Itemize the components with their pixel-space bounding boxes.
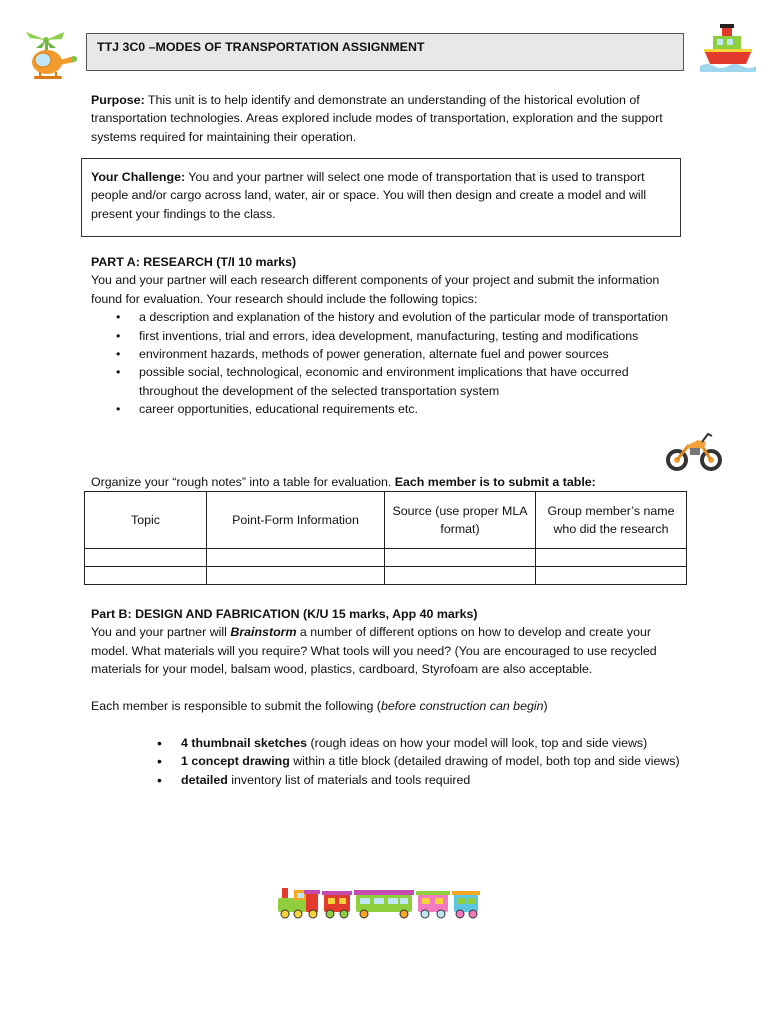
list-item: • a description and explanation of the history and evolution of the particular mode of transportation xyxy=(91,308,671,326)
bullet-icon: • xyxy=(116,328,121,343)
bullet-icon: • xyxy=(116,365,121,380)
part-b-heading: Part B: DESIGN AND FABRICATION (K/U 15 marks, App 40 marks) xyxy=(91,607,478,621)
table-row xyxy=(85,549,687,567)
bullet-icon: • xyxy=(116,310,121,325)
table-cell[interactable] xyxy=(385,549,536,567)
bullet-icon: • xyxy=(116,402,121,417)
bullet-icon: • xyxy=(157,735,162,751)
purpose-label: Purpose: xyxy=(91,93,145,107)
part-b-intro: You and your partner will Brainstorm a number of different options on how to develop and create your model. What materials will you require? What tools will you need? (You are encouraged to use recycled materials for your model, balsam wood, plastics, cardboard, Styrofoam are also acceptable. xyxy=(91,625,657,677)
table-header-cell: Topic xyxy=(85,492,207,549)
table-header-row xyxy=(85,492,687,549)
part-a-intro: You and your partner will each research different components of your project and submit the information found for evaluation. Your research should include the following topics: xyxy=(91,273,660,306)
table-cell[interactable] xyxy=(536,567,687,585)
list-item: • 1 concept drawing within a title block (detailed drawing of model, both top and side views) xyxy=(157,753,680,770)
table-cell[interactable] xyxy=(207,549,385,567)
train-icon xyxy=(276,884,482,920)
part-b-section xyxy=(91,605,671,715)
assignment-title: TTJ 3C0 –MODES OF TRANSPORTATION ASSIGNMENT xyxy=(97,40,425,54)
list-item: • possible social, technological, economic and environment implications that have occurred throughout the development of the selected transportation system xyxy=(116,365,629,398)
bullet-icon: • xyxy=(157,771,162,788)
list-item: • first inventions, trial and errors, idea development, manufacturing, testing and modifications xyxy=(91,327,671,345)
table-header-cell: Source (use proper MLA format) xyxy=(385,492,536,549)
organize-instruction: Organize your “rough notes” into a table for evaluation. Each member is to submit a table: xyxy=(91,475,596,489)
challenge-label: Your Challenge: xyxy=(91,170,186,184)
list-item: • 4 thumbnail sketches (rough ideas on how your model will look, top and side views) xyxy=(157,735,648,751)
assignment-title-box xyxy=(86,33,684,71)
purpose-text: This unit is to help identify and demonstrate an understanding of the historical evolution of transportation technologies. Areas explored include modes of transportation, exploration and the support systems required for maintaining their operation. xyxy=(91,93,663,144)
part-b-bullet-list xyxy=(91,734,681,789)
research-table xyxy=(84,491,687,585)
part-a-heading: PART A: RESEARCH (T/I 10 marks) xyxy=(91,255,297,269)
table-header-cell: Group member’s name who did the research xyxy=(536,492,687,549)
boat-icon xyxy=(700,22,756,74)
table-header-cell: Point-Form Information xyxy=(207,492,385,549)
table-cell[interactable] xyxy=(85,549,207,567)
spacer xyxy=(91,679,671,697)
table-row xyxy=(85,567,687,585)
bullet-icon: • xyxy=(116,347,121,362)
part-a-bullet-list xyxy=(91,308,671,418)
list-item: • career opportunities, educational requirements etc. xyxy=(91,400,671,418)
challenge-text: You and your partner will select one mode of transportation that is used to transport people and/or cargo across land, water, air or space. You will then design and create a model and will present your findings to the class. xyxy=(91,170,647,221)
purpose-paragraph xyxy=(91,91,671,146)
helicopter-icon xyxy=(20,30,78,82)
part-a-section xyxy=(91,253,671,419)
table-cell[interactable] xyxy=(536,549,687,567)
table-cell[interactable] xyxy=(207,567,385,585)
list-item: • environment hazards, methods of power generation, alternate fuel and power sources xyxy=(91,345,671,363)
motorbike-icon xyxy=(664,428,724,472)
bullet-icon: • xyxy=(157,753,162,770)
part-b-each-member: Each member is responsible to submit the following (before construction can begin) xyxy=(91,699,548,714)
table-cell[interactable] xyxy=(85,567,207,585)
challenge-box xyxy=(81,158,681,237)
list-item: • detailed inventory list of materials and tools required xyxy=(157,771,471,788)
table-cell[interactable] xyxy=(385,567,536,585)
